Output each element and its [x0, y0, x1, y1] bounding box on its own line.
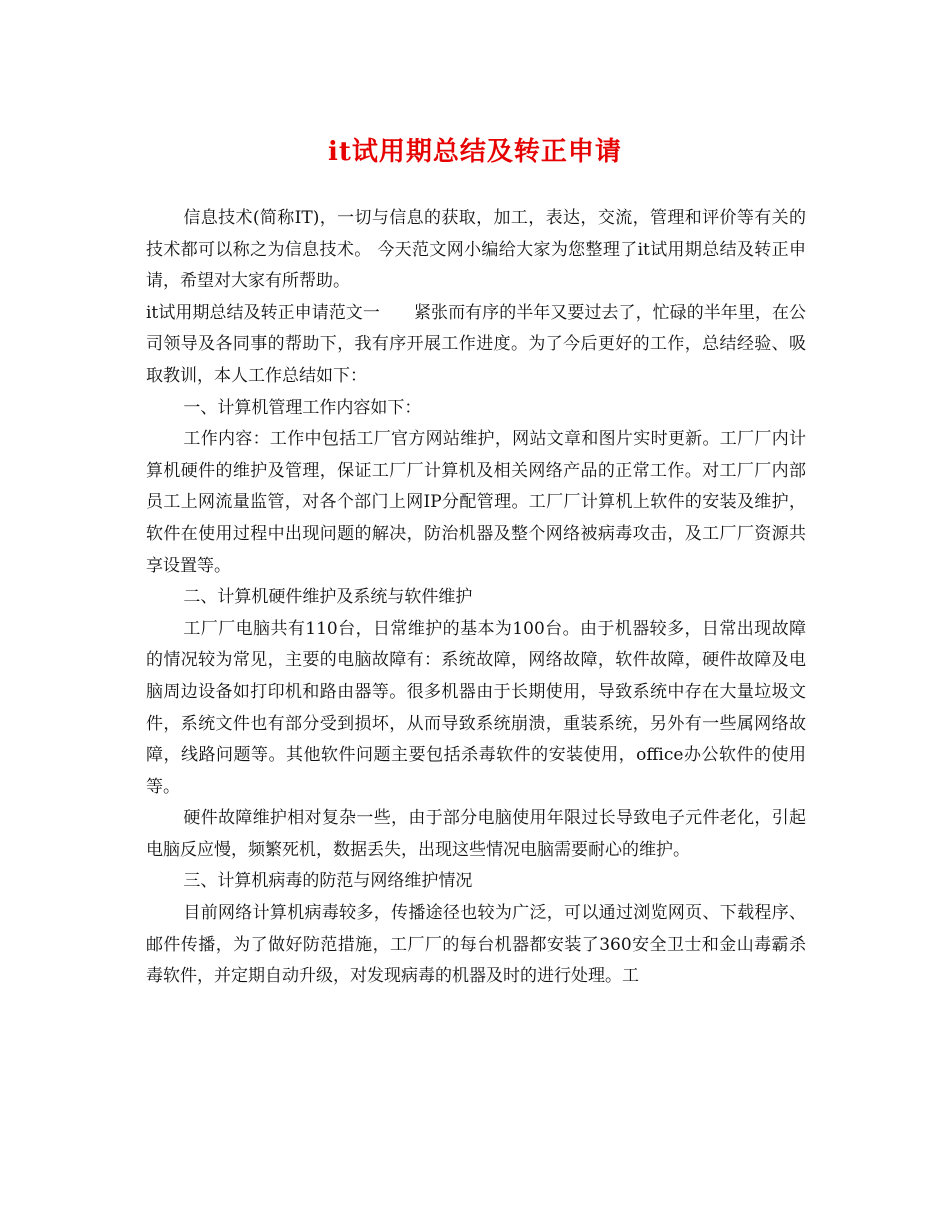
document-body	[146, 203, 806, 993]
section-heading-hardware-software: 二、计算机硬件维护及系统与软件维护	[183, 587, 473, 608]
section-heading-virus-network: 三、计算机病毒的防范与网络维护情况	[183, 871, 473, 892]
section-heading-computer-management: 一、计算机管理工作内容如下：	[183, 397, 422, 418]
paragraph-virus-prevention: 目前网络计算机病毒较多，传播途径也较为广泛，可以通过浏览网页、下载程序、邮件传播，为了做好防范措施，工厂厂的每台机器都安装了360安全卫士和金山毒霸杀毒软件，并定期自动升级，对发现病毒的机器及时的进行处理。工	[146, 903, 806, 987]
document-title: it试用期总结及转正申请	[328, 137, 622, 167]
paragraph-computer-count: 工厂厂电脑共有110台，日常维护的基本为100台。由于机器较多，日常出现故障的情况较为常见，主要的电脑故障有：系统故障，网络故障，软件故障，硬件故障及电脑周边设备如打印机和路由器等。很多机器由于长期使用，导致系统中存在大量垃圾文件，系统文件也有部分受到损坏，从而导致系统崩溃，重装系统，另外有一些属网络故障，线路问题等。其他软件问题主要包括杀毒软件的安装使用，office办公软件的使用等。	[146, 618, 806, 797]
paragraph-intro: 信息技术(简称IT)，一切与信息的获取，加工，表达，交流，管理和评价等有关的技术都可以称之为信息技术。 今天范文网小编给大家为您整理了it试用期总结及转正申请，希望对大家有所帮助。	[146, 208, 806, 292]
paragraph-work-content: 工作内容：工作中包括工厂官方网站维护，网站文章和图片实时更新。工厂厂内计算机硬件的维护及管理，保证工厂厂计算机及相关网络产品的正常工作。对工厂厂内部员工上网流量监管，对各个部门上网IP分配管理。工厂厂计算机上软件的安装及维护，软件在使用过程中出现问题的解决，防治机器及整个网络被病毒攻击，及工厂厂资源共享设置等。	[146, 429, 806, 576]
paragraph-hardware-faults: 硬件故障维护相对复杂一些，由于部分电脑使用年限过长导致电子元件老化，引起电脑反应慢，频繁死机，数据丢失，出现这些情况电脑需要耐心的维护。	[146, 808, 806, 860]
paragraph-sample-one: it试用期总结及转正申请范文一 紧张而有序的半年又要过去了，忙碌的半年里，在公司领导及各同事的帮助下，我有序开展工作进度。为了今后更好的工作，总结经验、吸取教训，本人工作总结如下：	[146, 302, 806, 386]
